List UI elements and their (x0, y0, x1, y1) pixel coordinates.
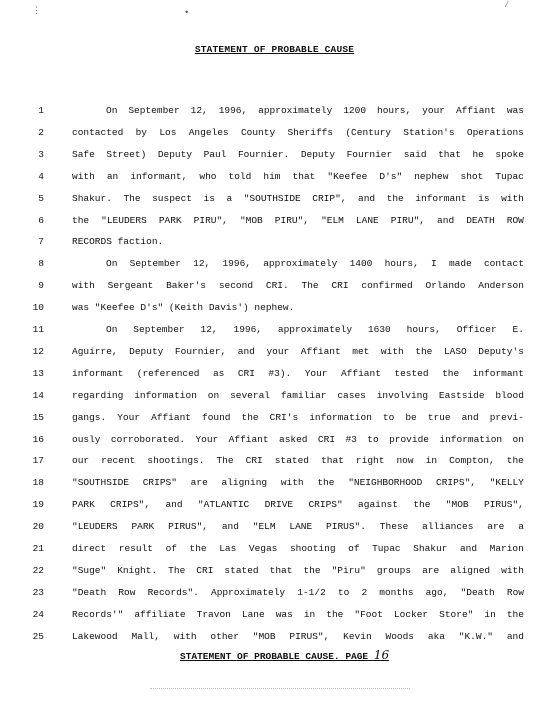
line-text: with Sergeant Baker's second CRI. The CRI confirmed Orlando Anderson (72, 280, 524, 292)
line-text: the "LEUDERS PARK PIRU", "MOB PIRU", "ELM LANE PIRU", and DEATH ROW (72, 214, 524, 226)
line-number: 9 (38, 280, 44, 292)
text-line (0, 586, 549, 608)
text-line (0, 170, 549, 192)
line-text: Aguirre, Deputy Fournier, and your Affiant met with the LASO Deputy's (72, 345, 524, 357)
text-line (0, 323, 549, 345)
line-number: 25 (32, 630, 44, 642)
text-line (0, 301, 549, 323)
line-number: 13 (32, 367, 44, 379)
text-line (0, 214, 549, 236)
line-text: Safe Street) Deputy Paul Fournier. Deputy Fournier said that he spoke (72, 148, 524, 160)
scan-mark: ⋮ (32, 6, 41, 16)
text-line (0, 345, 549, 367)
text-line (0, 257, 549, 279)
line-number: 15 (32, 411, 44, 423)
line-text: "Suge" Knight. The CRI stated that the "Piru" groups are aligned with (72, 564, 524, 576)
line-number: 20 (32, 521, 44, 533)
line-text: contacted by Los Angeles County Sheriffs (Century Station's Operations (72, 126, 524, 138)
line-text: RECORDS faction. (72, 236, 164, 248)
footer-label: STATEMENT OF PROBABLE CAUSE. PAGE (180, 651, 369, 662)
line-text: regarding information on several familiar cases involving Eastside blood (72, 389, 524, 401)
page-footer (180, 648, 389, 662)
line-number: 3 (38, 148, 44, 160)
line-number: 22 (32, 564, 44, 576)
line-number: 18 (32, 477, 44, 489)
line-number: 24 (32, 608, 44, 620)
text-line (0, 433, 549, 455)
line-text: "Death Row Records". Approximately 1-1/2 to 2 months ago, "Death Row (72, 586, 524, 598)
line-text: "SOUTHSIDE CRIPS" are aligning with the "NEIGHBORHOOD CRIPS", "KELLY (72, 477, 524, 489)
line-text: PARK CRIPS", and "ATLANTIC DRIVE CRIPS" against the "MOB PIRUS", (72, 499, 524, 511)
line-text: On September 12, 1996, approximately 1630 hours, Officer E. (106, 324, 524, 335)
text-line (0, 148, 549, 170)
line-number: 5 (38, 192, 44, 204)
text-line (0, 389, 549, 411)
text-line (0, 520, 549, 542)
line-number: 23 (32, 586, 44, 598)
line-number: 2 (38, 126, 44, 138)
line-number: 4 (38, 170, 44, 182)
text-line (0, 192, 549, 214)
text-line (0, 542, 549, 564)
line-number: 6 (38, 214, 44, 226)
line-text: was "Keefee D's" (Keith Davis') nephew. (72, 302, 295, 314)
line-number: 7 (38, 236, 44, 248)
line-number: 14 (32, 389, 44, 401)
line-text: informant (referenced as CRI #3). Your Affiant tested the informant (72, 367, 524, 379)
line-text: ously corroborated. Your Affiant asked CRI #3 to provide information on (72, 433, 524, 445)
line-number: 8 (38, 258, 44, 270)
text-line (0, 235, 549, 257)
line-text: On September 12, 1996, approximately 1200 hours, your Affiant was (106, 105, 524, 116)
text-line (0, 476, 549, 498)
text-line (0, 411, 549, 433)
text-line (0, 367, 549, 389)
text-line (0, 126, 549, 148)
scan-artifact (150, 688, 410, 690)
text-line (0, 564, 549, 586)
line-text: On September 12, 1996, approximately 1400 hours, I made contact (106, 258, 524, 270)
text-line (0, 454, 549, 476)
line-text: our recent shootings. The CRI stated that right now in Compton, the (72, 455, 524, 467)
line-number: 21 (32, 543, 44, 554)
scan-mark: • (184, 8, 190, 18)
line-text: Lakewood Mall, with other "MOB PIRUS", Kevin Woods aka "K.W." and (72, 630, 524, 642)
line-text: direct result of the Las Vegas shooting of Tupac Shakur and Marion (72, 543, 524, 554)
line-text: Shakur. The suspect is a "SOUTHSIDE CRIP", and the informant is with (72, 192, 524, 204)
text-line (0, 608, 549, 630)
line-number: 17 (32, 455, 44, 467)
line-text: with an informant, who told him that "Keefee D's" nephew shot Tupac (72, 170, 524, 182)
scan-mark: ∕ (504, 0, 510, 10)
line-number: 11 (32, 324, 44, 335)
text-line (0, 279, 549, 301)
line-text: gangs. Your Affiant found the CRI's information to be true and previ- (72, 411, 524, 423)
line-number: 12 (32, 345, 44, 357)
line-number: 1 (38, 105, 44, 116)
line-text: Records'" affiliate Travon Lane was in the "Foot Locker Store" in the (72, 608, 524, 620)
line-number: 19 (32, 499, 44, 511)
text-line (0, 498, 549, 520)
text-line (0, 104, 549, 126)
line-number: 10 (32, 302, 44, 314)
line-text: "LEUDERS PARK PIRUS", and "ELM LANE PIRUS". These alliances are a (72, 521, 524, 533)
page-number: 16 (373, 648, 390, 662)
document-title: STATEMENT OF PROBABLE CAUSE (194, 44, 355, 55)
line-number: 16 (32, 433, 44, 445)
